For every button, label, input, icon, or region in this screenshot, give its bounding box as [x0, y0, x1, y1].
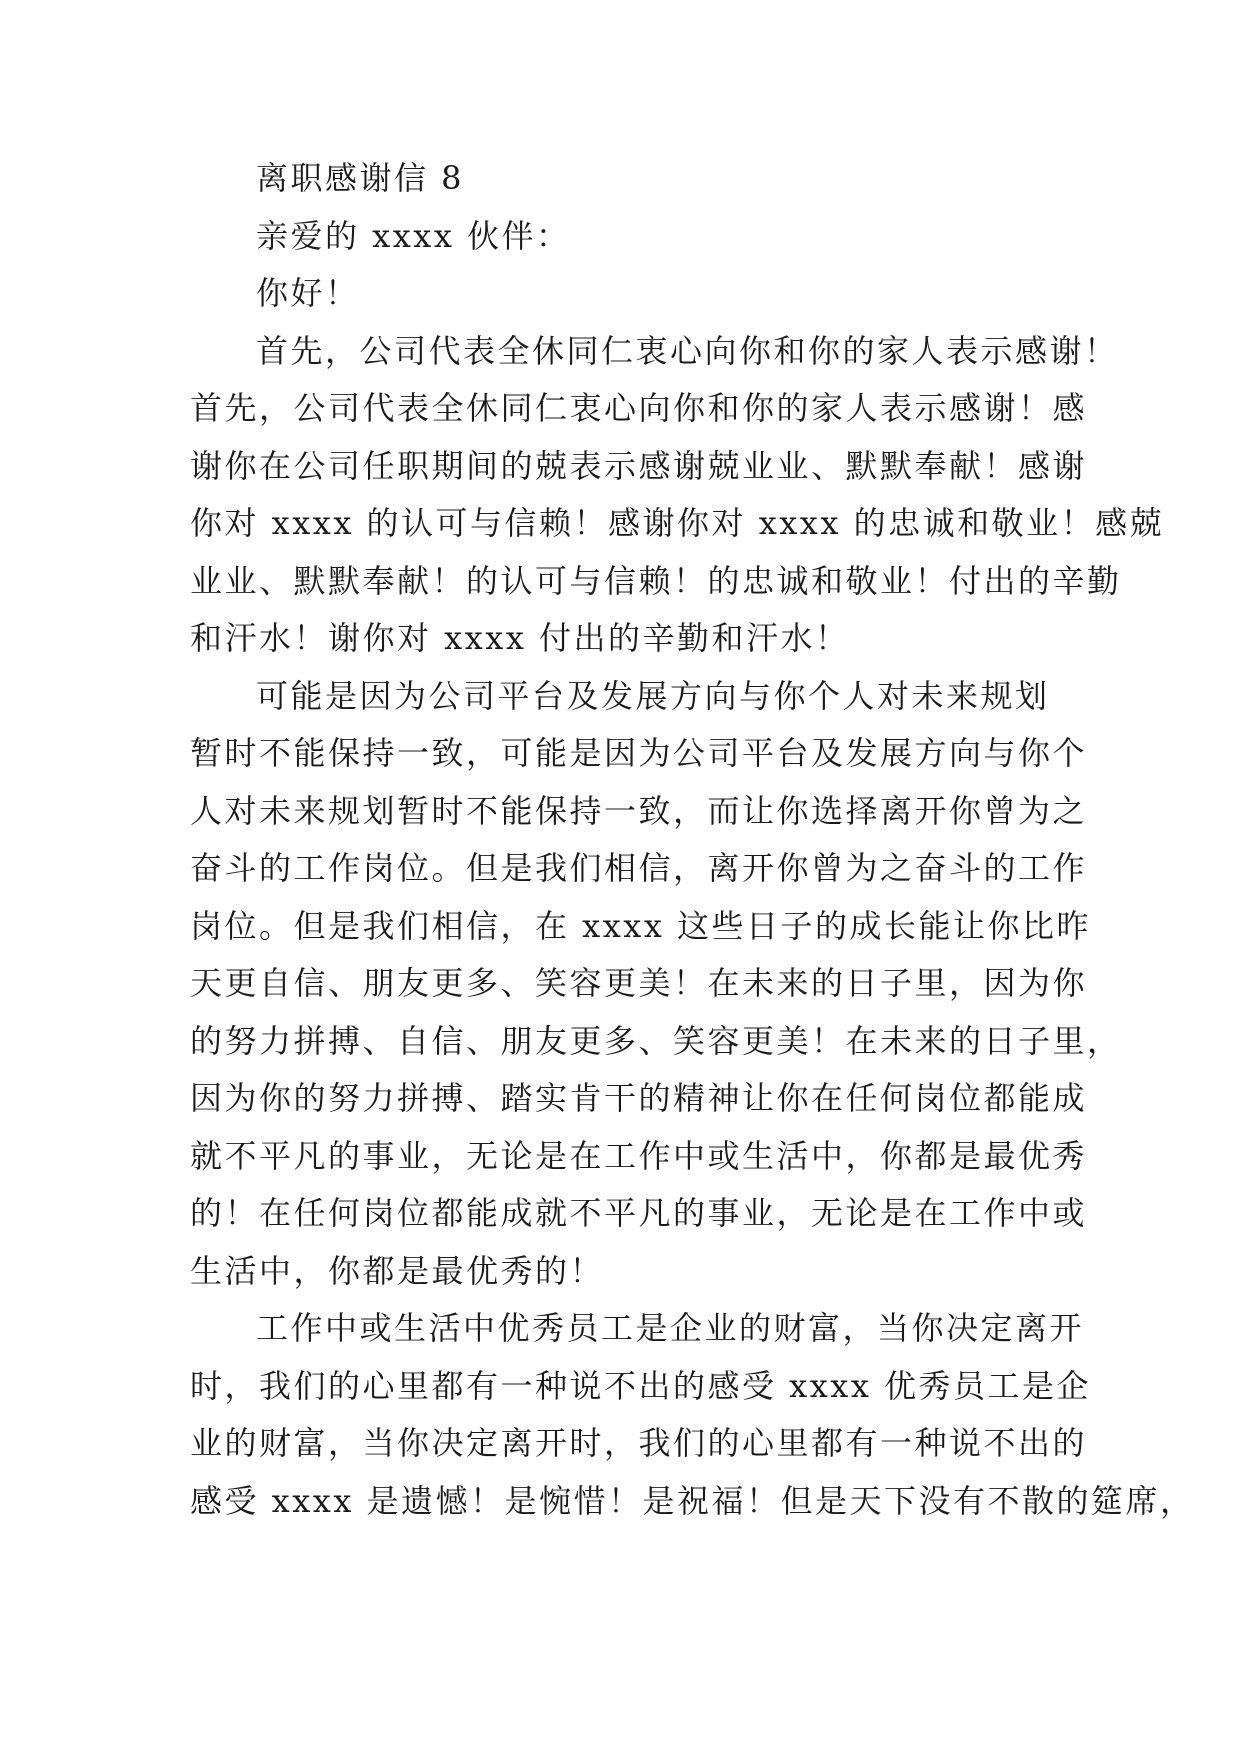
- text-line: 人对未来规划暂时不能保持一致，而让你选择离开你曾为之: [190, 791, 1088, 830]
- text-line: 首先，公司代表全休同仁衷心向你和你的家人表示感谢！感: [190, 389, 1088, 427]
- text-line: 的努力拼搏、自信、朋友更多、笑容更美！在未来的日子里，: [190, 1021, 1122, 1060]
- letter-title: 离职感谢信 8: [256, 159, 465, 197]
- text-line: 可能是因为公司平台及发展方向与你个人对未来规划: [256, 676, 1050, 715]
- text-line: 生活中，你都是最优秀的！: [190, 1251, 605, 1290]
- text-line: 工作中或生活中优秀员工是企业的财富，当你决定离开: [256, 1309, 1085, 1347]
- text-line: 首先，公司代表全休同仁衷心向你和你的家人表示感谢！: [256, 331, 1119, 370]
- text-line: 奋斗的工作岗位。但是我们相信，离开你曾为之奋斗的工作: [190, 849, 1088, 887]
- text-line: 时，我们的心里都有一种说不出的感受 xxxx 优秀员工是企: [190, 1366, 1092, 1405]
- text-line: 业业、默默奉献！的认可与信赖！的忠诚和敬业！付出的辛勤: [190, 561, 1122, 600]
- text-line: 的！在任何岗位都能成就不平凡的事业，无论是在工作中或: [190, 1194, 1088, 1232]
- text-line: 天更自信、朋友更多、笑容更美！在未来的日子里，因为你: [190, 964, 1088, 1002]
- text-line: 和汗水！谢你对 xxxx 付出的辛勤和汗水！: [190, 619, 850, 657]
- text-line: 岗位。但是我们相信，在 xxxx 这些日子的成长能让你比昨: [190, 906, 1092, 945]
- text-line: 感受 xxxx 是遗憾！是惋惜！是祝福！但是天下没有不散的筵席，: [190, 1481, 1195, 1520]
- text-line: 业的财富，当你决定离开时，我们的心里都有一种说不出的: [190, 1424, 1088, 1462]
- text-line: 你对 xxxx 的认可与信赖！感谢你对 xxxx 的忠诚和敬业！感兢: [190, 504, 1165, 542]
- letter-body: [190, 150, 1195, 1530]
- text-line: 暂时不能保持一致，可能是因为公司平台及发展方向与你个: [190, 734, 1088, 772]
- text-line: 因为你的努力拼搏、踏实肯干的精神让你在任何岗位都能成: [190, 1079, 1088, 1117]
- text-line: 亲爱的 xxxx 伙伴：: [256, 216, 571, 255]
- text-line: 你好！: [256, 274, 360, 312]
- text-line: 谢你在公司任职期间的兢表示感谢兢业业、默默奉献！感谢: [190, 446, 1088, 485]
- text-line: 就不平凡的事业，无论是在工作中或生活中，你都是最优秀: [190, 1136, 1088, 1175]
